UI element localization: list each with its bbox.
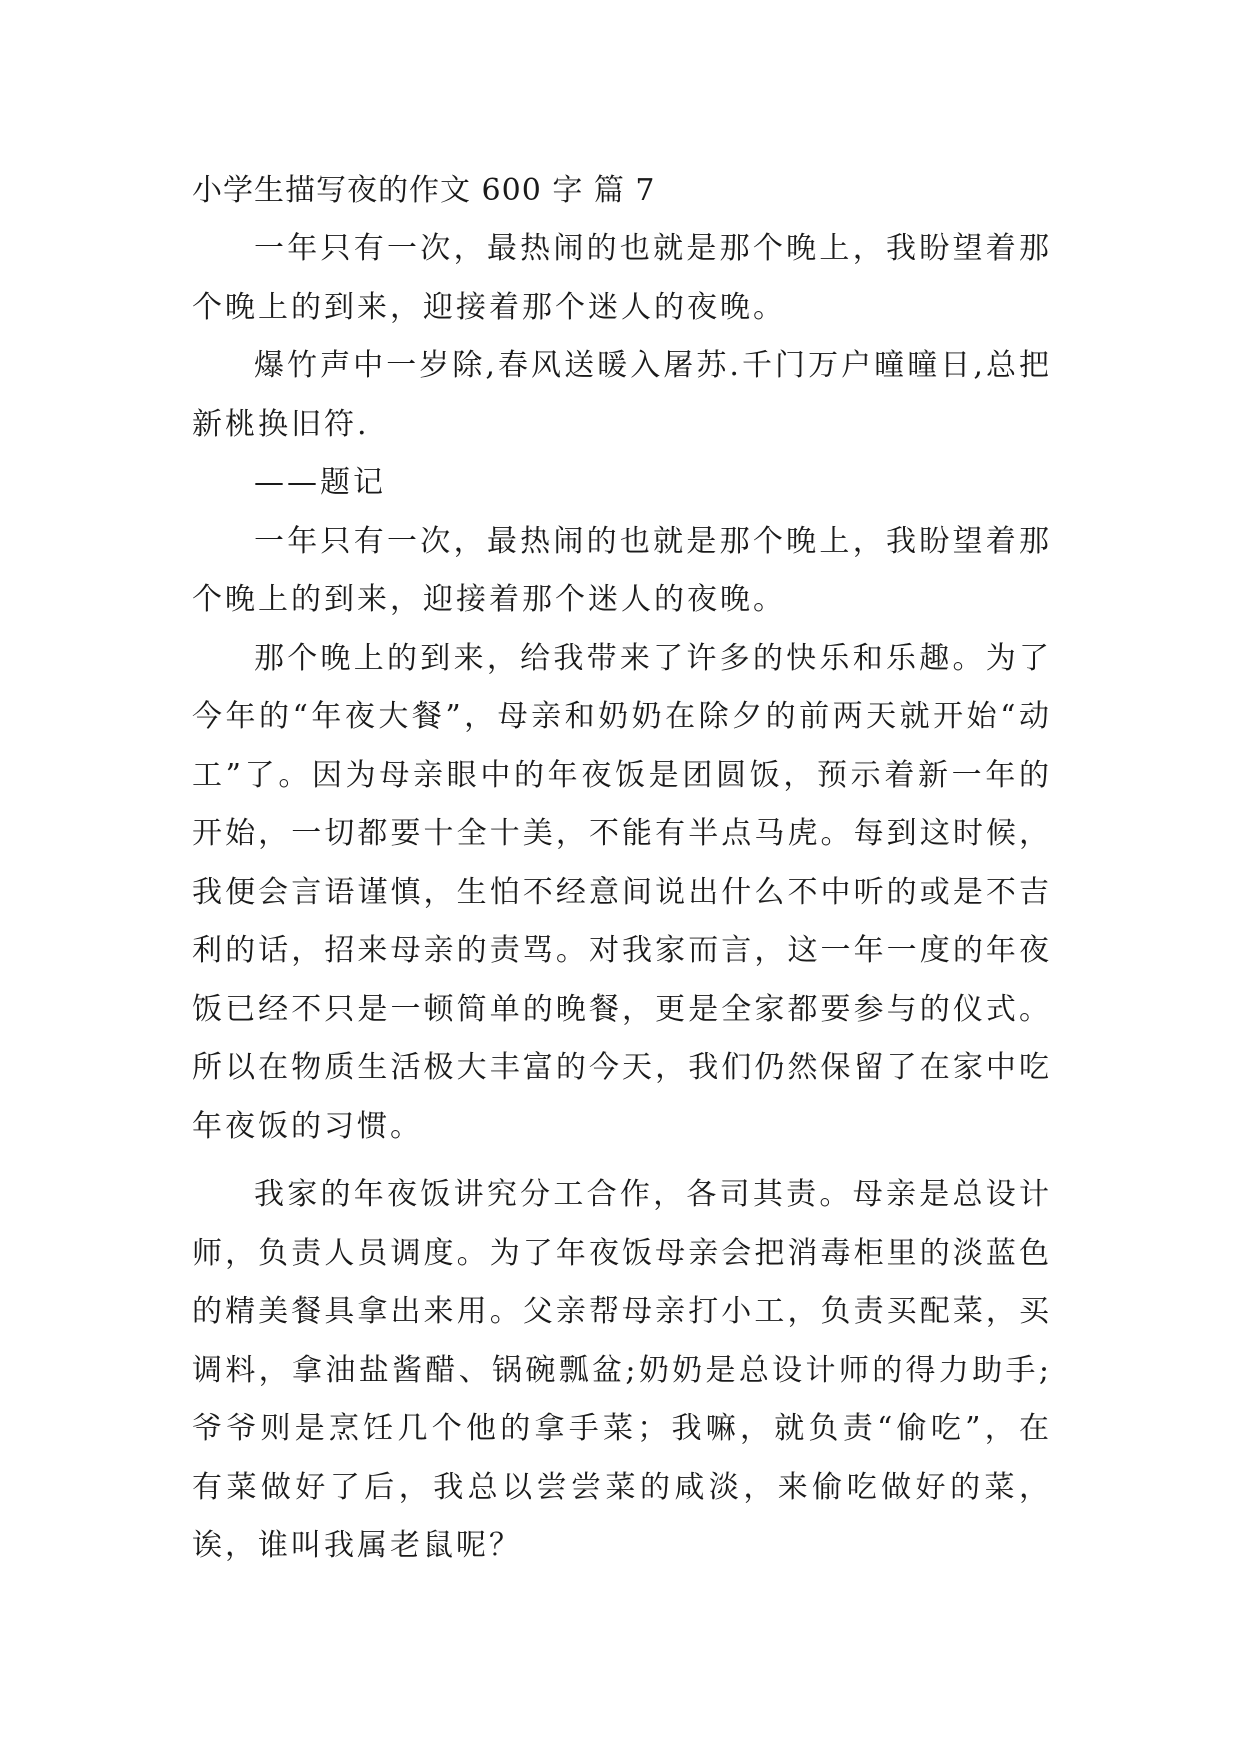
- paragraph-repeat-intro: 一年只有一次，最热闹的也就是那个晚上，我盼望着那个晚上的到来，迎接着那个迷人的夜晚。: [192, 523, 1052, 617]
- document-body: [192, 162, 1052, 1576]
- paragraph-epigraph: ——题记: [254, 465, 386, 500]
- paragraph-new-year-dinner: 那个晚上的到来，给我带来了许多的快乐和乐趣。为了今年的“年夜大餐”，母亲和奶奶在除夕的前两天就开始“动工”了。因为母亲眼中的年夜饭是团圆饭，预示着新一年的开始，一切都要十全十美，不能有半点马虎。每到这时候，我便会言语谨慎，生怕不经意间说出什么不中听的或是不吉利的话，招来母亲的责骂。对我家而言，这一年一度的年夜饭已经不只是一顿简单的晚餐，更是全家都要参与的仪式。所以在物质生活极大丰富的今天，我们仍然保留了在家中吃年夜饭的习惯。: [192, 640, 1052, 1144]
- paragraph-intro: 一年只有一次，最热闹的也就是那个晚上，我盼望着那个晚上的到来，迎接着那个迷人的夜晚。: [192, 231, 1052, 325]
- document-title: 小学生描写夜的作文 600 字 篇 7: [192, 173, 656, 208]
- paragraph-poem: 爆竹声中一岁除,春风送暖入屠苏.千门万户曈曈日,总把新桃换旧符.: [192, 348, 1052, 442]
- paragraph-division-of-labor: 我家的年夜饭讲究分工合作，各司其责。母亲是总设计师，负责人员调度。为了年夜饭母亲会把消毒柜里的淡蓝色的精美餐具拿出来用。父亲帮母亲打小工，负责买配菜，买调料，拿油盐酱醋、锅碗瓢盆;奶奶是总设计师的得力助手;爷爷则是烹饪几个他的拿手菜；我嘛，就负责“偷吃”，在有菜做好了后，我总以尝尝菜的咸淡，来偷吃做好的菜，诶，谁叫我属老鼠呢？: [192, 1177, 1052, 1563]
